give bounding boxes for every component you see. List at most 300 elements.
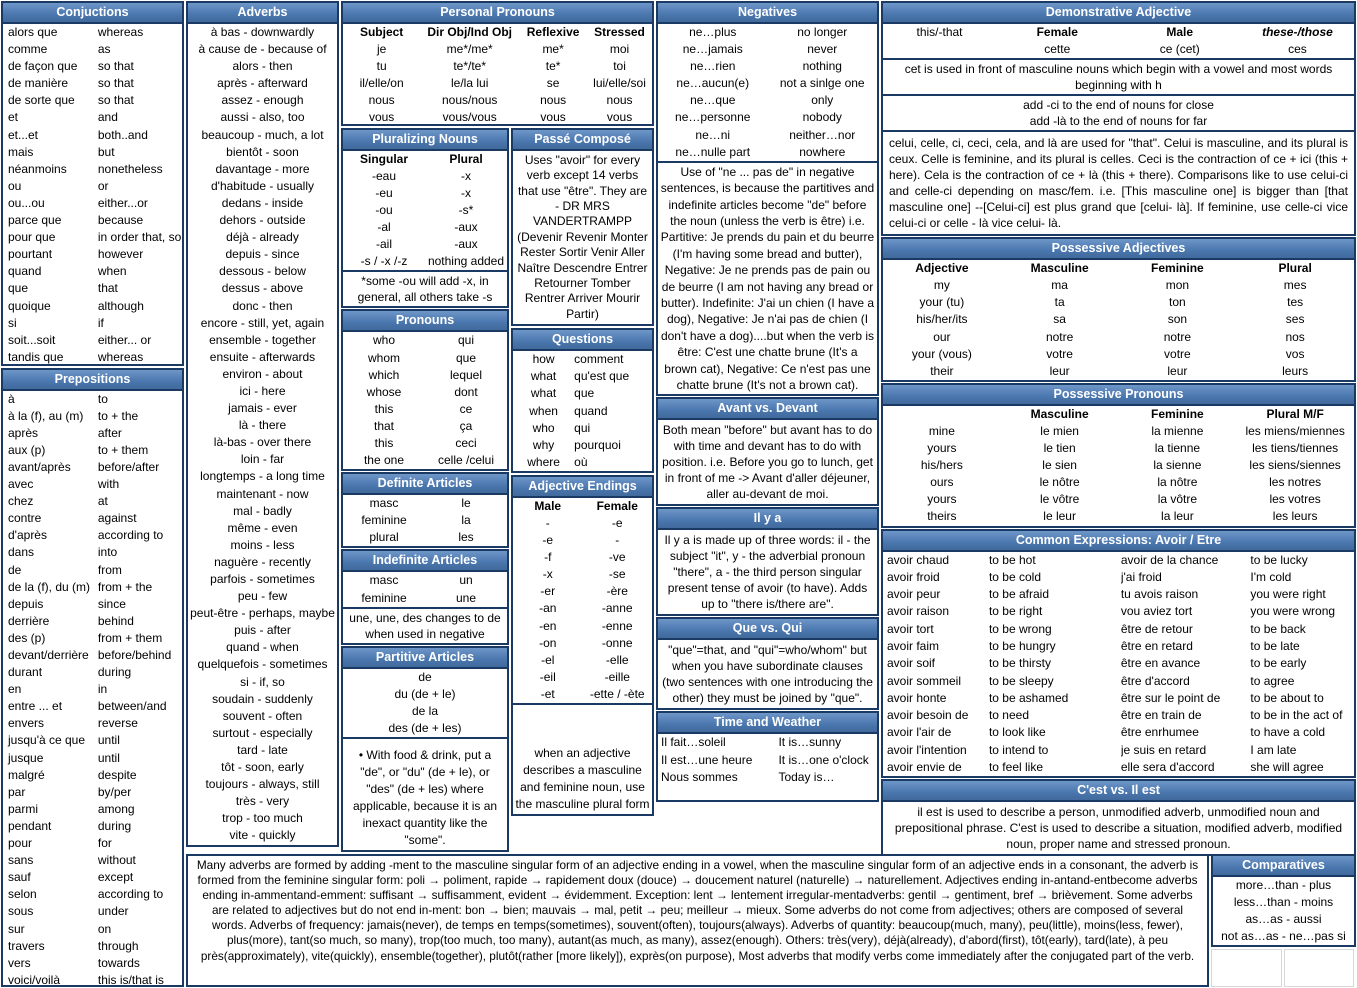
table-row bbox=[883, 406, 1354, 423]
table-row bbox=[3, 476, 182, 493]
common-expressions-section bbox=[881, 529, 1356, 779]
cell: plural bbox=[369, 530, 399, 545]
cell: Male bbox=[1166, 25, 1194, 39]
que-qui-text: "que"=that, and "qui"=who/whom" but when you have subordinate clauses (two sentences with one introducing the other) they must be joined by "que". bbox=[662, 643, 873, 706]
il-y-a-text: Il y a is made up of three words: il - the subject "it", y - the adverbial pronoun "there", a - the third person singular present tense of avoir (to have). Adds up to "there is/there are". bbox=[664, 533, 871, 612]
cell: my bbox=[933, 278, 950, 293]
cell: quand bbox=[574, 403, 608, 418]
cell: notre bbox=[1045, 329, 1074, 344]
table-row: longtemps - a long time bbox=[200, 469, 325, 484]
table-row bbox=[3, 921, 182, 938]
cell: nous bbox=[540, 93, 567, 108]
personal-pronouns-colheads bbox=[343, 24, 652, 41]
cell: however bbox=[97, 247, 144, 262]
cell: les bbox=[458, 530, 474, 545]
cell: ne…rien bbox=[690, 59, 736, 74]
cell: according to bbox=[97, 528, 164, 543]
cell: to need bbox=[988, 708, 1030, 723]
cell: under bbox=[97, 904, 129, 919]
cell: -ve bbox=[608, 550, 626, 565]
cell: -er bbox=[540, 584, 556, 599]
cell: sauf bbox=[8, 870, 31, 885]
cell: so that bbox=[97, 76, 134, 91]
adjective-endings-note: when an adjective describes a masculine and feminine noun, use the masculine plural form bbox=[513, 703, 652, 814]
cell: sous bbox=[8, 904, 34, 919]
column-middle bbox=[340, 0, 655, 853]
table-row: d'habitude - usually bbox=[210, 178, 315, 193]
cell: des (p) bbox=[8, 630, 46, 645]
cell: It is…sunny bbox=[778, 735, 842, 750]
table-row: assez - enough bbox=[221, 93, 304, 108]
table-row bbox=[513, 385, 652, 402]
cell: to be afraid bbox=[988, 587, 1050, 602]
cell: ça bbox=[459, 418, 473, 433]
table-row bbox=[3, 869, 182, 886]
cell: to be wrong bbox=[988, 621, 1052, 636]
cell: vous bbox=[368, 110, 395, 125]
table-row: mal - badly bbox=[233, 503, 292, 518]
cell: to be late bbox=[1250, 638, 1300, 653]
possessive-pronouns-table bbox=[883, 423, 1354, 526]
table-row bbox=[3, 681, 182, 698]
table-row bbox=[883, 311, 1354, 328]
cell: when bbox=[97, 264, 127, 279]
cell: on bbox=[97, 921, 112, 936]
table-row: là-bas - over there bbox=[213, 435, 312, 450]
cest-il-est-header: C'est vs. Il est bbox=[883, 781, 1354, 802]
cell: ses bbox=[1285, 312, 1305, 327]
cell: avoir l'intention bbox=[887, 742, 967, 757]
table-row bbox=[3, 544, 182, 561]
cell: tu avois raison bbox=[1120, 587, 1199, 602]
cell: your (tu) bbox=[919, 295, 965, 310]
cell: to be lucky bbox=[1250, 552, 1308, 567]
table-row bbox=[513, 600, 652, 617]
table-row bbox=[883, 603, 1354, 620]
cell: -s / -x /-z bbox=[360, 254, 408, 269]
cell: to agree bbox=[1250, 673, 1295, 688]
cell: this is/that is bbox=[97, 972, 164, 987]
table-row: vite - quickly bbox=[229, 828, 296, 843]
table-row bbox=[658, 127, 877, 144]
cell: dont bbox=[454, 384, 478, 399]
cell: your (vous) bbox=[911, 346, 972, 361]
table-row: davantage - more bbox=[215, 161, 310, 176]
cell: mes bbox=[1283, 278, 1307, 293]
demonstrative-header: Demonstrative Adjective bbox=[883, 3, 1354, 24]
table-row bbox=[3, 852, 182, 869]
table-row bbox=[513, 669, 652, 686]
table-row bbox=[343, 202, 507, 219]
cell: à bbox=[8, 391, 15, 406]
table-row bbox=[343, 75, 652, 92]
table-row bbox=[3, 527, 182, 544]
cell: -x bbox=[542, 567, 553, 582]
possessive-adjectives-table bbox=[883, 277, 1354, 380]
cell: -ette / -ète bbox=[589, 686, 645, 701]
cell: avant/après bbox=[8, 459, 71, 474]
pluralizing-nouns-section bbox=[341, 128, 509, 309]
table-row bbox=[343, 495, 507, 512]
table-row bbox=[658, 92, 877, 109]
table-row bbox=[883, 277, 1354, 294]
cell: avoir honte bbox=[887, 690, 947, 705]
time-weather-header: Time and Weather bbox=[658, 713, 877, 734]
cell: ces bbox=[1288, 42, 1307, 57]
cell: contre bbox=[8, 511, 42, 526]
cell: nous bbox=[606, 93, 633, 108]
cell: qui bbox=[574, 420, 591, 435]
cell: avoir de la chance bbox=[1120, 552, 1219, 567]
cell: although bbox=[97, 298, 144, 313]
cell: où bbox=[574, 454, 588, 469]
table-row bbox=[343, 219, 507, 236]
table-row bbox=[3, 442, 182, 459]
table-row bbox=[658, 24, 877, 41]
table-row bbox=[3, 647, 182, 664]
cell: par bbox=[8, 784, 26, 799]
table-row bbox=[883, 423, 1354, 440]
table-row: alors - then bbox=[232, 59, 293, 74]
cell: d'après bbox=[8, 528, 47, 543]
cell: since bbox=[97, 596, 126, 611]
cell: both..and bbox=[97, 127, 148, 142]
cell: être en retard bbox=[1120, 638, 1193, 653]
cell: avoir envie de bbox=[887, 760, 962, 775]
cell: -eu bbox=[375, 185, 393, 200]
cell: I'm cold bbox=[1250, 569, 1292, 584]
cell: except bbox=[97, 870, 134, 885]
cell: et...et bbox=[8, 127, 39, 142]
cell: only bbox=[811, 93, 834, 108]
cell: qu'est que bbox=[574, 369, 630, 384]
cell: towards bbox=[97, 955, 140, 970]
passe-compose-header: Passé Composé bbox=[513, 130, 652, 151]
table-row: peut-être - perhaps, maybe bbox=[190, 606, 335, 621]
cell: avoir froid bbox=[887, 569, 940, 584]
table-row: beaucoup - much, a lot bbox=[201, 127, 324, 142]
cell: to be ashamed bbox=[988, 690, 1069, 705]
cell: behind bbox=[97, 613, 134, 628]
table-row bbox=[343, 253, 507, 270]
table-row bbox=[3, 24, 182, 41]
cell: ne…personne bbox=[675, 110, 751, 125]
adverb-formation-text: Many adverbs are formed by adding -ment to the masculine singular form of an adjective ending in a vowel, when the masculine singular form of an adjective ends in a consonant, the adverb is formed from the feminine singular form: poli → poliment, rapide → rapidement doux (douce) → doucement naturel (naturelle) → naturellement. Adjectives ending in-antand-entbecome adverbs ending in-ammentand-emment: suffisant → suffisamment, evident → évidemment. Exception: lent → lentement irregular-mentadverbs: gentil → gentiment, bref → brièvement. Some adverbs are related to adjectives but do not end in-ment: bon → bien; mauvais → mal, petit → peu; meilleur → mieux. Some adverbs do not come from adjectives; others are composed of several words. Adverbs of frequency: jamais(never), de temps en temps(sometimes), souvent(often), toujours(always). Adverbs of quantity: beaucoup(much, many), peu(little), moins(less, fewer), plus(more), tant(so much, so many), trop(too much, too many), autant(as much, as many), assez(enough). Others: très(very), déjà(already), d'abord(first), tôt(early), tard(late), à peu près(approximately), vite(quickly), ensemble(together), plutôt(rather [more likely]), exprès(on purpose), Most adverbs that modify verbs come immediately after the conjugated part of the verb. bbox=[196, 858, 1199, 963]
table-row bbox=[513, 686, 652, 703]
cell: le leur bbox=[1043, 509, 1076, 524]
cell: pour que bbox=[8, 230, 56, 245]
empty-cell bbox=[1211, 949, 1282, 987]
cell: avoir peur bbox=[887, 587, 941, 602]
cell: durant bbox=[8, 665, 43, 680]
pronouns-header: Pronouns bbox=[343, 311, 507, 332]
table-row: aussi - also, too bbox=[220, 110, 305, 125]
table-row bbox=[343, 367, 507, 384]
cell: his/hers bbox=[920, 458, 963, 473]
questions-header: Questions bbox=[513, 330, 652, 351]
cell: que bbox=[8, 281, 29, 296]
demonstrative-paragraph: celui, celle, ci, ceci, cela, and là are used for "that". Celui is masculine, and its plural is ceux. Celle is feminine, and its plural is celles. Ceci is the contraction of ce + ici (this + here). Cela is the contraction of ce + là (this + there). Comparisons like to use celui-ci and celle-ci depending on masc/fem. i.e. [This masculine one] is bigger than [that masculine one] --[Celui-ci] est plus grand que [celui- là]. If feminine, use celle-ci vice celui-ci or celle - là vice celui- là. bbox=[883, 130, 1354, 234]
table-row bbox=[3, 58, 182, 75]
table-row bbox=[883, 294, 1354, 311]
table-row: de la bbox=[411, 703, 439, 718]
cell: la vôtre bbox=[1157, 492, 1198, 507]
cell: -ail bbox=[375, 237, 392, 252]
table-row: déjà - already bbox=[226, 230, 299, 245]
prepositions-section bbox=[1, 368, 184, 987]
cell: la bbox=[461, 513, 471, 528]
table-row bbox=[883, 759, 1354, 776]
cell: ce (cet) bbox=[1159, 42, 1200, 57]
table-row: maintenant - now bbox=[216, 486, 309, 501]
table-row bbox=[513, 652, 652, 669]
table-row bbox=[658, 144, 877, 161]
cell: Plural M/F bbox=[1266, 406, 1324, 421]
table-row bbox=[883, 260, 1354, 277]
pronouns-table bbox=[343, 332, 507, 469]
bottom-row bbox=[185, 853, 1357, 988]
adjective-endings-colheads bbox=[513, 498, 652, 515]
cell: whose bbox=[366, 384, 402, 399]
table-row bbox=[658, 75, 877, 92]
cell: vous/vous bbox=[442, 110, 497, 125]
cell: la leur bbox=[1161, 509, 1194, 524]
cell: le nôtre bbox=[1039, 475, 1080, 490]
adverbs-header: Adverbs bbox=[188, 3, 337, 24]
cell: parce que bbox=[8, 213, 62, 228]
cell: nothing bbox=[802, 59, 842, 74]
cell: sa bbox=[1053, 312, 1066, 327]
cell: between/and bbox=[97, 699, 167, 714]
cell: that bbox=[97, 281, 118, 296]
cell: never bbox=[807, 42, 838, 57]
cell: entre ... et bbox=[8, 699, 63, 714]
cell: avoir sommeil bbox=[887, 673, 962, 688]
partitive-articles-header: Partitive Articles bbox=[343, 648, 507, 669]
cell: whereas bbox=[97, 349, 144, 364]
cell: de manière bbox=[8, 76, 69, 91]
cell: la mienne bbox=[1151, 423, 1204, 438]
cell: -ère bbox=[606, 584, 628, 599]
cell: until bbox=[97, 733, 120, 748]
possessive-adjectives-header: Possessive Adjectives bbox=[883, 239, 1354, 260]
table-row: donc - then bbox=[232, 298, 293, 313]
cell: quand bbox=[8, 264, 42, 279]
il-y-a-section bbox=[656, 507, 879, 616]
cell: de la (f), du (m) bbox=[8, 579, 91, 594]
table-row bbox=[513, 351, 652, 368]
cell: vers bbox=[8, 955, 31, 970]
table-row bbox=[3, 109, 182, 126]
table-row bbox=[3, 75, 182, 92]
table-row bbox=[883, 742, 1354, 759]
conjunctions-section bbox=[1, 1, 184, 366]
table-row: de bbox=[418, 669, 432, 684]
cell: pour bbox=[8, 836, 33, 851]
table-row bbox=[343, 572, 507, 589]
cell: nonetheless bbox=[97, 161, 163, 176]
cell: un bbox=[459, 573, 473, 588]
table-row bbox=[883, 24, 1354, 41]
table-row: jamais - ever bbox=[228, 401, 297, 416]
cell: le/la lui bbox=[451, 76, 489, 91]
adverb-formation-section bbox=[186, 854, 1209, 987]
cell: le vôtre bbox=[1039, 492, 1080, 507]
table-row bbox=[513, 583, 652, 600]
pronouns-section bbox=[341, 309, 509, 471]
cell: me* bbox=[542, 42, 564, 57]
table-row bbox=[883, 690, 1354, 707]
table-row: si - if, so bbox=[240, 674, 285, 689]
cell: nous bbox=[368, 93, 395, 108]
comparatives-list bbox=[1213, 877, 1354, 945]
cell: when bbox=[529, 403, 558, 418]
cell: during bbox=[97, 665, 132, 680]
possessive-pronouns-section bbox=[881, 383, 1356, 528]
table-row bbox=[513, 549, 652, 566]
cell: les miens/miennes bbox=[1245, 423, 1345, 438]
cell: cette bbox=[1044, 42, 1071, 57]
cell: Adjective bbox=[915, 261, 969, 276]
partitive-articles-section bbox=[341, 646, 509, 852]
cell: this bbox=[374, 401, 394, 416]
cell: -aux bbox=[454, 237, 478, 252]
cell: -eil bbox=[539, 669, 556, 684]
cell: avoir l'air de bbox=[887, 725, 952, 740]
cell: his/her/its bbox=[916, 312, 968, 327]
cell: se bbox=[546, 76, 560, 91]
pluralizing-nouns-header: Pluralizing Nouns bbox=[343, 130, 507, 151]
table-row bbox=[343, 58, 652, 75]
table-row: surtout - especially bbox=[212, 725, 313, 740]
cell: derrière bbox=[8, 613, 50, 628]
cell: to intend to bbox=[988, 742, 1049, 757]
cell: les notres bbox=[1269, 475, 1322, 490]
table-row bbox=[343, 151, 507, 168]
table-row: du (de + le) bbox=[394, 686, 456, 701]
cell: pourtant bbox=[8, 247, 53, 262]
table-row bbox=[3, 178, 182, 195]
middle-subcolumns bbox=[340, 127, 655, 853]
cell: before/behind bbox=[97, 648, 172, 662]
cell: or bbox=[97, 178, 109, 193]
cell: avoir soif bbox=[887, 656, 936, 671]
cell: j'ai froid bbox=[1120, 569, 1162, 584]
table-row bbox=[513, 437, 652, 454]
table-row bbox=[3, 263, 182, 280]
cell: dans bbox=[8, 545, 35, 560]
cell: -onne bbox=[601, 635, 633, 650]
table-row: depuis - since bbox=[225, 247, 300, 262]
cell: avoir tort bbox=[887, 621, 934, 636]
cell: selon bbox=[8, 887, 37, 902]
cell: It is…one o'clock bbox=[778, 752, 869, 767]
cell: -x bbox=[461, 168, 471, 183]
cell: into bbox=[97, 545, 118, 560]
cell: -anne bbox=[601, 601, 633, 616]
table-row bbox=[883, 586, 1354, 603]
cell: neither…nor bbox=[789, 127, 856, 142]
cell: ceci bbox=[455, 435, 477, 450]
cell: ne…aucun(e) bbox=[676, 76, 750, 91]
subcolumn-right bbox=[510, 127, 655, 853]
table-row bbox=[3, 750, 182, 767]
table-row bbox=[3, 562, 182, 579]
cell: malgré bbox=[8, 767, 45, 782]
empty-cell bbox=[1284, 949, 1355, 987]
cell: their bbox=[930, 363, 954, 378]
indefinite-articles-table bbox=[343, 572, 507, 606]
cell: ours bbox=[930, 475, 954, 490]
cell: Masculine bbox=[1030, 406, 1089, 421]
table-row bbox=[883, 474, 1354, 491]
il-y-a-header: Il y a bbox=[658, 509, 877, 530]
demonstrative-note-la: add -là to the end of nouns for far bbox=[1029, 114, 1208, 129]
cell: avoir besoin de bbox=[887, 708, 969, 723]
table-row bbox=[883, 457, 1354, 474]
cell: not a sinlge one bbox=[779, 76, 865, 91]
adverbs-section bbox=[186, 1, 339, 847]
cell: le sien bbox=[1042, 458, 1077, 473]
cell: - bbox=[545, 515, 550, 530]
cell: notre bbox=[1163, 329, 1192, 344]
cell: Male bbox=[534, 498, 562, 513]
table-row: soudain - suddenly bbox=[212, 691, 313, 706]
table-row bbox=[658, 734, 877, 751]
table-row bbox=[3, 493, 182, 510]
cell: être enrhumee bbox=[1120, 725, 1199, 740]
subcolumn-left bbox=[340, 127, 510, 853]
table-row bbox=[3, 938, 182, 955]
cell: and bbox=[97, 110, 118, 125]
cell: la sienne bbox=[1153, 458, 1202, 473]
cell: through bbox=[97, 938, 139, 953]
cell: against bbox=[97, 511, 137, 526]
table-row: encore - still, yet, again bbox=[200, 315, 325, 330]
cell: to be hot bbox=[988, 552, 1036, 567]
cell: according to bbox=[97, 887, 164, 902]
cell: Female bbox=[1036, 25, 1078, 39]
cell: yours bbox=[927, 441, 957, 456]
table-row: là - there bbox=[238, 418, 287, 433]
cell: either... or bbox=[97, 332, 152, 347]
cell: comme bbox=[8, 42, 48, 57]
table-row: à cause de - because of bbox=[198, 42, 327, 57]
cell: nobody bbox=[802, 110, 842, 125]
table-row bbox=[3, 886, 182, 903]
cell: Subject bbox=[359, 25, 404, 39]
table-row: quelquefois - sometimes bbox=[197, 657, 328, 672]
table-row: à bas - downwardly bbox=[210, 25, 315, 39]
prepositions-table bbox=[3, 391, 182, 987]
cell: être en avance bbox=[1120, 656, 1201, 671]
table-row bbox=[513, 403, 652, 420]
cell: les votres bbox=[1269, 492, 1321, 507]
cell: -f bbox=[544, 550, 552, 565]
passe-compose-text: Uses "avoir" for every verb except 14 verbs that use "être". They are - DR MRS VANDERTRAMPP (Devenir Revenir Monter Rester Sortir Venir Aller Naître Descendre Entrer Retourner Tomber Rentrer Arriver Mourir Partir) bbox=[517, 152, 648, 321]
partitive-articles-note: • With food & drink, put a "de", or "du" (de + le), or "des" (de + les) where applicable, because it is an inexact quantity like the "some". bbox=[343, 737, 507, 850]
cell: to be sleepy bbox=[988, 673, 1054, 688]
table-row bbox=[3, 510, 182, 527]
cell: à la (f), au (m) bbox=[8, 408, 84, 423]
cell: ne…ni bbox=[695, 127, 731, 142]
cell: with bbox=[97, 477, 120, 492]
prepositions-header: Prepositions bbox=[3, 370, 182, 391]
cell: mine bbox=[928, 423, 955, 438]
cell: nowhere bbox=[799, 144, 846, 159]
cell: until bbox=[97, 750, 120, 765]
cell: this/-that bbox=[916, 25, 963, 39]
